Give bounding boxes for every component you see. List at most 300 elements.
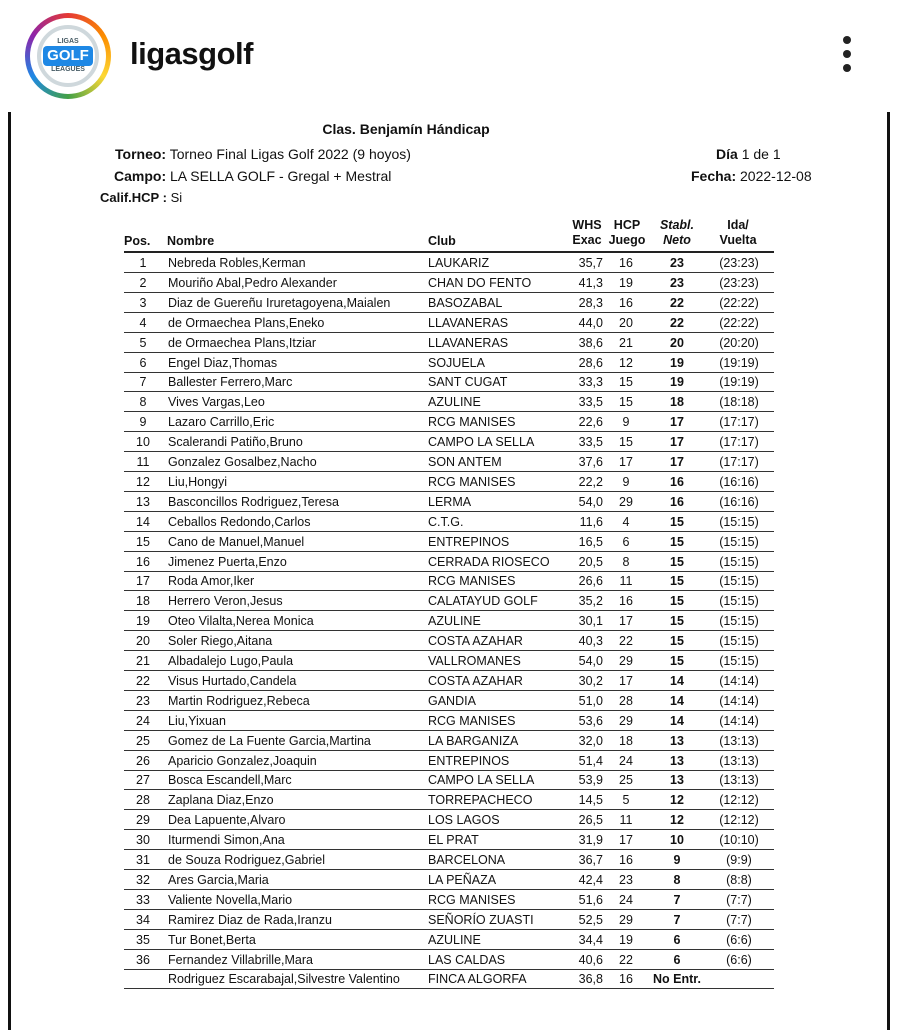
- name-cell: Cano de Manuel,Manuel: [168, 534, 305, 549]
- name-cell: Diaz de Guereñu Iruretagoyena,Maialen: [168, 295, 391, 310]
- ida-vuelta-cell: (13:13): [719, 733, 759, 748]
- stabl-cell: 15: [670, 634, 684, 649]
- stabl-cell: 19: [670, 375, 684, 390]
- hcp-cell: 4: [622, 514, 630, 529]
- whs-cell: 28,3: [578, 295, 603, 310]
- table-row: [124, 253, 774, 273]
- club-cell: CHAN DO FENTO: [428, 275, 532, 290]
- hcp-cell: 24: [619, 753, 633, 768]
- whs-cell: 54,0: [578, 654, 603, 668]
- stabl-cell: 23: [670, 275, 684, 290]
- ida-vuelta-cell: (13:13): [719, 773, 759, 788]
- club-cell: FINCA ALGORFA: [428, 972, 527, 987]
- table-row: [124, 512, 774, 532]
- table-row: [124, 651, 774, 671]
- club-cell: CERRADA RIOSECO: [428, 554, 550, 569]
- pos-cell: 13: [136, 494, 150, 509]
- table-row: [124, 353, 774, 373]
- whs-cell: 44,0: [578, 315, 603, 330]
- stabl-cell: 15: [670, 554, 684, 569]
- hcp-cell: 25: [619, 773, 633, 788]
- header-hcp-bottom: Juego: [608, 233, 646, 247]
- pos-cell: 9: [139, 415, 147, 430]
- pos-cell: 28: [136, 793, 150, 808]
- hcp-cell: 15: [619, 395, 633, 410]
- whs-cell: 35,2: [578, 594, 603, 609]
- stabl-cell: 16: [670, 474, 684, 489]
- club-cell: TORREPACHECO: [428, 793, 533, 808]
- document-title: Clas. Benjamín Hándicap: [322, 121, 490, 137]
- ida-vuelta-cell: (14:14): [719, 693, 759, 708]
- club-cell: AZULINE: [428, 395, 481, 410]
- calif-line: [100, 190, 182, 205]
- table-row: [124, 969, 774, 989]
- table-row: [124, 372, 774, 392]
- club-cell: SEÑORÍO ZUASTI: [428, 912, 534, 927]
- pos-cell: 8: [139, 395, 147, 410]
- ida-vuelta-cell: (6:6): [726, 932, 752, 947]
- ida-vuelta-cell: (10:10): [719, 833, 759, 848]
- stabl-cell: 15: [670, 614, 684, 629]
- header-whs: [568, 218, 606, 248]
- name-cell: Gomez de La Fuente Garcia,Martina: [168, 733, 371, 748]
- table-row: [124, 571, 774, 591]
- ida-vuelta-cell: (16:16): [719, 494, 759, 509]
- dia-label: Día: [716, 146, 738, 162]
- ida-vuelta-cell: (14:14): [719, 713, 759, 728]
- ida-vuelta-cell: (22:22): [719, 295, 759, 310]
- pos-cell: 36: [136, 952, 150, 967]
- hcp-cell: 29: [619, 494, 633, 509]
- calif-label: Calif.HCP :: [100, 190, 167, 205]
- club-cell: COSTA AZAHAR: [428, 673, 523, 688]
- hcp-cell: 12: [619, 355, 633, 370]
- table-row: [124, 611, 774, 631]
- name-cell: Mouriño Abal,Pedro Alexander: [168, 275, 337, 290]
- header-stabl: [652, 218, 702, 248]
- club-cell: RCG MANISES: [428, 474, 516, 489]
- ligas-golf-logo: [37, 25, 99, 87]
- stabl-cell: 17: [670, 435, 684, 450]
- pos-cell: 10: [136, 435, 150, 450]
- club-cell: CAMPO LA SELLA: [428, 435, 535, 450]
- whs-cell: 11,6: [579, 514, 603, 529]
- hcp-cell: 29: [619, 654, 633, 668]
- ida-vuelta-cell: (8:8): [726, 872, 752, 887]
- stabl-cell: 14: [670, 713, 684, 728]
- name-cell: Liu,Hongyi: [168, 474, 228, 489]
- name-cell: Rodriguez Escarabajal,Silvestre Valentino: [168, 972, 400, 987]
- stabl-cell: 10: [670, 833, 684, 848]
- whs-cell: 26,5: [578, 813, 603, 828]
- whs-cell: 20,5: [578, 554, 603, 569]
- pos-cell: 22: [136, 673, 150, 688]
- header-stabl-bottom: Neto: [663, 233, 691, 247]
- table-row: [124, 392, 774, 412]
- stabl-cell: 12: [670, 793, 684, 808]
- stabl-cell: 15: [670, 654, 684, 668]
- table-row: [124, 950, 774, 970]
- name-cell: Jimenez Puerta,Enzo: [168, 554, 287, 569]
- whs-cell: 51,6: [578, 892, 603, 907]
- hcp-cell: 6: [622, 534, 630, 549]
- ida-vuelta-cell: (7:7): [726, 892, 752, 907]
- header-stabl-top: Stabl.: [659, 218, 695, 232]
- header-club: Club: [428, 234, 456, 248]
- torneo-value: Torneo Final Ligas Golf 2022 (9 hoyos): [169, 146, 411, 162]
- club-cell: EL PRAT: [428, 833, 479, 848]
- stabl-cell: 20: [670, 335, 684, 350]
- pos-cell: 33: [136, 892, 150, 907]
- account-name[interactable]: ligasgolf: [130, 36, 253, 71]
- pos-cell: 26: [136, 753, 150, 768]
- whs-cell: 34,4: [578, 932, 603, 947]
- table-row: [124, 293, 774, 313]
- hcp-cell: 9: [622, 474, 630, 489]
- table-row: [124, 870, 774, 890]
- ida-vuelta-cell: (17:17): [719, 455, 759, 469]
- name-cell: Tur Bonet,Berta: [168, 932, 256, 947]
- pos-cell: 14: [136, 514, 150, 529]
- header-pos: Pos.: [124, 234, 151, 248]
- name-cell: Nebreda Robles,Kerman: [168, 256, 306, 270]
- club-cell: ENTREPINOS: [428, 534, 510, 549]
- table-row: [124, 751, 774, 771]
- ida-vuelta-cell: (20:20): [719, 335, 759, 350]
- ida-vuelta-cell: (15:15): [719, 534, 759, 549]
- stabl-cell: 15: [670, 594, 684, 609]
- hcp-cell: 28: [619, 693, 633, 708]
- hcp-cell: 18: [619, 733, 633, 748]
- whs-cell: 40,6: [578, 952, 603, 967]
- ida-vuelta-cell: (22:22): [719, 315, 759, 330]
- pos-cell: 24: [136, 713, 150, 728]
- whs-cell: 26,6: [578, 574, 603, 589]
- calif-value: Si: [170, 190, 183, 205]
- header-hcp: [606, 218, 648, 248]
- stabl-cell: No Entr.: [653, 972, 701, 987]
- header-whs-bottom: Exac: [572, 233, 602, 247]
- campo-value: LA SELLA GOLF - Gregal + Mestral: [170, 168, 392, 184]
- stabl-cell: 13: [670, 773, 684, 788]
- name-cell: Scalerandi Patiño,Bruno: [168, 435, 303, 450]
- table-row: [124, 850, 774, 870]
- hcp-cell: 22: [619, 952, 633, 967]
- name-cell: de Ormaechea Plans,Itziar: [168, 335, 316, 350]
- club-cell: AZULINE: [428, 614, 481, 629]
- whs-cell: 32,0: [578, 733, 603, 748]
- stabl-cell: 12: [670, 813, 684, 828]
- table-row: [124, 671, 774, 691]
- table-row: [124, 631, 774, 651]
- whs-cell: 16,5: [578, 534, 603, 549]
- name-cell: de Souza Rodriguez,Gabriel: [168, 853, 326, 867]
- ida-vuelta-cell: (17:17): [719, 415, 759, 430]
- whs-cell: 28,6: [578, 355, 603, 370]
- row-divider: [124, 988, 774, 989]
- pos-cell: 21: [136, 654, 150, 668]
- club-cell: LERMA: [428, 494, 472, 509]
- stabl-cell: 13: [670, 733, 684, 748]
- pos-cell: 15: [136, 534, 150, 549]
- pos-cell: 34: [136, 912, 150, 927]
- whs-cell: 30,1: [578, 614, 603, 629]
- header-whs-top: WHS: [572, 218, 602, 232]
- document-right-border: [887, 112, 890, 1030]
- fecha-label: Fecha:: [691, 168, 737, 184]
- name-cell: Liu,Yixuan: [168, 713, 226, 728]
- avatar-ring-inner: [30, 18, 106, 94]
- name-cell: de Ormaechea Plans,Eneko: [168, 315, 325, 330]
- hcp-cell: 11: [619, 813, 633, 828]
- ida-vuelta-cell: (6:6): [726, 952, 752, 967]
- hcp-cell: 15: [619, 375, 633, 390]
- name-cell: Herrero Veron,Jesus: [168, 594, 283, 609]
- name-cell: Ceballos Redondo,Carlos: [168, 514, 311, 529]
- name-cell: Vives Vargas,Leo: [168, 395, 265, 410]
- hcp-cell: 24: [619, 892, 633, 907]
- pos-cell: 4: [139, 315, 147, 330]
- whs-cell: 30,2: [578, 673, 603, 688]
- hcp-cell: 29: [619, 912, 633, 927]
- club-cell: RCG MANISES: [428, 892, 516, 907]
- hcp-cell: 16: [619, 972, 633, 987]
- hcp-cell: 17: [619, 614, 633, 629]
- club-cell: GANDIA: [428, 693, 476, 708]
- whs-cell: 14,5: [578, 793, 603, 808]
- club-cell: RCG MANISES: [428, 415, 516, 430]
- fecha-line: [691, 168, 812, 184]
- table-row: [124, 770, 774, 790]
- pos-cell: 2: [139, 275, 147, 290]
- stabl-cell: 7: [673, 912, 681, 927]
- stabl-cell: 8: [673, 872, 681, 887]
- whs-cell: 33,5: [578, 435, 603, 450]
- ida-vuelta-cell: (23:23): [719, 256, 759, 270]
- club-cell: CAMPO LA SELLA: [428, 773, 535, 788]
- stabl-cell: 14: [670, 673, 684, 688]
- pos-cell: 18: [136, 594, 150, 609]
- stabl-cell: 17: [670, 455, 684, 469]
- pos-cell: 27: [136, 773, 150, 788]
- whs-cell: 33,5: [578, 395, 603, 410]
- club-cell: LOS LAGOS: [428, 813, 500, 828]
- campo-line: [114, 168, 391, 184]
- whs-cell: 22,2: [578, 474, 603, 489]
- whs-cell: 37,6: [578, 455, 603, 469]
- stabl-cell: 15: [670, 574, 684, 589]
- whs-cell: 40,3: [578, 634, 603, 649]
- whs-cell: 35,7: [578, 256, 603, 270]
- table-row: [124, 472, 774, 492]
- name-cell: Valiente Novella,Mario: [168, 892, 293, 907]
- hcp-cell: 22: [619, 634, 633, 649]
- whs-cell: 51,4: [578, 753, 603, 768]
- document-left-border: [8, 112, 11, 1030]
- whs-cell: 53,6: [578, 713, 603, 728]
- ida-vuelta-cell: (9:9): [726, 853, 752, 867]
- stabl-cell: 15: [670, 514, 684, 529]
- hcp-cell: 11: [619, 574, 633, 589]
- stabl-cell: 14: [670, 693, 684, 708]
- table-row: [124, 790, 774, 810]
- table-row: [124, 830, 774, 850]
- whs-cell: 31,9: [578, 833, 603, 848]
- ida-vuelta-cell: (19:19): [719, 355, 759, 370]
- pos-cell: 16: [136, 554, 150, 569]
- table-row: [124, 432, 774, 452]
- hcp-cell: 16: [619, 295, 633, 310]
- stabl-cell: 22: [670, 315, 684, 330]
- table-row: [124, 810, 774, 830]
- pos-cell: 23: [136, 693, 150, 708]
- whs-cell: 36,7: [578, 853, 603, 867]
- table-row: [124, 273, 774, 293]
- name-cell: Fernandez Villabrille,Mara: [168, 952, 313, 967]
- name-cell: Albadalejo Lugo,Paula: [168, 654, 294, 668]
- pos-cell: 7: [139, 375, 147, 390]
- name-cell: Ramirez Diaz de Rada,Iranzu: [168, 912, 332, 927]
- header-ida-bottom: Vuelta: [719, 233, 757, 247]
- stabl-cell: 13: [670, 753, 684, 768]
- hcp-cell: 23: [619, 872, 633, 887]
- logo-main-text: GOLF: [43, 46, 93, 66]
- pos-cell: 12: [136, 474, 150, 489]
- table-row: [124, 591, 774, 611]
- ida-vuelta-cell: (18:18): [719, 395, 759, 410]
- ida-vuelta-cell: (15:15): [719, 654, 759, 668]
- club-cell: RCG MANISES: [428, 574, 516, 589]
- ida-vuelta-cell: (7:7): [726, 912, 752, 927]
- ida-vuelta-cell: (15:15): [719, 614, 759, 629]
- whs-cell: 22,6: [578, 415, 603, 430]
- table-row: [124, 910, 774, 930]
- profile-avatar[interactable]: [25, 13, 111, 99]
- club-cell: SOJUELA: [428, 355, 485, 370]
- hcp-cell: 9: [622, 415, 630, 430]
- name-cell: Visus Hurtado,Candela: [168, 673, 297, 688]
- stabl-cell: 6: [673, 932, 681, 947]
- stabl-cell: 15: [670, 534, 684, 549]
- header-hcp-top: HCP: [613, 218, 641, 232]
- club-cell: CALATAYUD GOLF: [428, 594, 538, 609]
- table-row: [124, 333, 774, 353]
- club-cell: SANT CUGAT: [428, 375, 508, 390]
- name-cell: Basconcillos Rodriguez,Teresa: [168, 494, 339, 509]
- name-cell: Ares Garcia,Maria: [168, 872, 269, 887]
- pos-cell: 1: [139, 256, 147, 270]
- stabl-cell: 19: [670, 355, 684, 370]
- ida-vuelta-cell: (19:19): [719, 375, 759, 390]
- pos-cell: 19: [136, 614, 150, 629]
- whs-cell: 36,8: [578, 972, 603, 987]
- hcp-cell: 16: [619, 256, 633, 270]
- table-row: [124, 691, 774, 711]
- hcp-cell: 20: [619, 315, 633, 330]
- hcp-cell: 29: [619, 713, 633, 728]
- whs-cell: 53,9: [578, 773, 603, 788]
- pos-cell: 30: [136, 833, 150, 848]
- stabl-cell: 9: [673, 853, 681, 867]
- pos-cell: 32: [136, 872, 150, 887]
- name-cell: Roda Amor,Iker: [168, 574, 255, 589]
- header-ida-top: Ida/: [727, 218, 749, 232]
- pos-cell: 35: [136, 932, 150, 947]
- ida-vuelta-cell: (15:15): [719, 554, 759, 569]
- table-row: [124, 452, 774, 472]
- pos-cell: 5: [139, 335, 147, 350]
- name-cell: Engel Diaz,Thomas: [168, 355, 278, 370]
- pos-cell: 20: [136, 634, 150, 649]
- whs-cell: 52,5: [578, 912, 603, 927]
- table-row: [124, 552, 774, 572]
- header-ida-vuelta: [710, 218, 766, 248]
- club-cell: BASOZABAL: [428, 295, 503, 310]
- ida-vuelta-cell: (15:15): [719, 574, 759, 589]
- hcp-cell: 21: [619, 335, 633, 350]
- stabl-cell: 17: [670, 415, 684, 430]
- hcp-cell: 17: [619, 833, 633, 848]
- table-row: [124, 313, 774, 333]
- club-cell: VALLROMANES: [428, 654, 521, 668]
- whs-cell: 41,3: [578, 275, 603, 290]
- fecha-value: 2022-12-08: [740, 168, 812, 184]
- name-cell: Soler Riego,Aitana: [168, 634, 273, 649]
- club-cell: C.T.G.: [428, 514, 464, 529]
- club-cell: RCG MANISES: [428, 713, 516, 728]
- pos-cell: 3: [139, 295, 147, 310]
- pos-cell: 29: [136, 813, 150, 828]
- club-cell: LLAVANERAS: [428, 315, 509, 330]
- torneo-label: Torneo:: [115, 146, 167, 162]
- ida-vuelta-cell: (16:16): [719, 474, 759, 489]
- ida-vuelta-cell: (12:12): [719, 793, 759, 808]
- torneo-line: [115, 146, 411, 162]
- club-cell: COSTA AZAHAR: [428, 634, 523, 649]
- ida-vuelta-cell: (15:15): [719, 514, 759, 529]
- pos-cell: 11: [136, 455, 150, 469]
- table-row: [124, 532, 774, 552]
- whs-cell: 51,0: [578, 693, 603, 708]
- table-row: [124, 412, 774, 432]
- whs-cell: 54,0: [578, 494, 603, 509]
- stabl-cell: 7: [673, 892, 681, 907]
- ida-vuelta-cell: (13:13): [719, 753, 759, 768]
- club-cell: LA PEÑAZA: [428, 872, 497, 887]
- ida-vuelta-cell: (14:14): [719, 673, 759, 688]
- name-cell: Gonzalez Gosalbez,Nacho: [168, 455, 317, 469]
- ida-vuelta-cell: (12:12): [719, 813, 759, 828]
- campo-label: Campo:: [114, 168, 167, 184]
- name-cell: Iturmendi Simon,Ana: [168, 833, 285, 848]
- hcp-cell: 17: [619, 455, 633, 469]
- ida-vuelta-cell: (17:17): [719, 435, 759, 450]
- club-cell: LAS CALDAS: [428, 952, 506, 967]
- more-options-icon[interactable]: [838, 36, 856, 78]
- hcp-cell: 19: [619, 275, 633, 290]
- club-cell: LA BARGANIZA: [428, 733, 519, 748]
- club-cell: SON ANTEM: [428, 455, 502, 469]
- hcp-cell: 5: [622, 793, 630, 808]
- club-cell: AZULINE: [428, 932, 481, 947]
- logo-top-text: LIGAS: [57, 38, 79, 45]
- club-cell: ENTREPINOS: [428, 753, 510, 768]
- hcp-cell: 16: [619, 594, 633, 609]
- table-row: [124, 930, 774, 950]
- name-cell: Zaplana Diaz,Enzo: [168, 793, 274, 808]
- pos-cell: 6: [139, 355, 147, 370]
- hcp-cell: 19: [619, 932, 633, 947]
